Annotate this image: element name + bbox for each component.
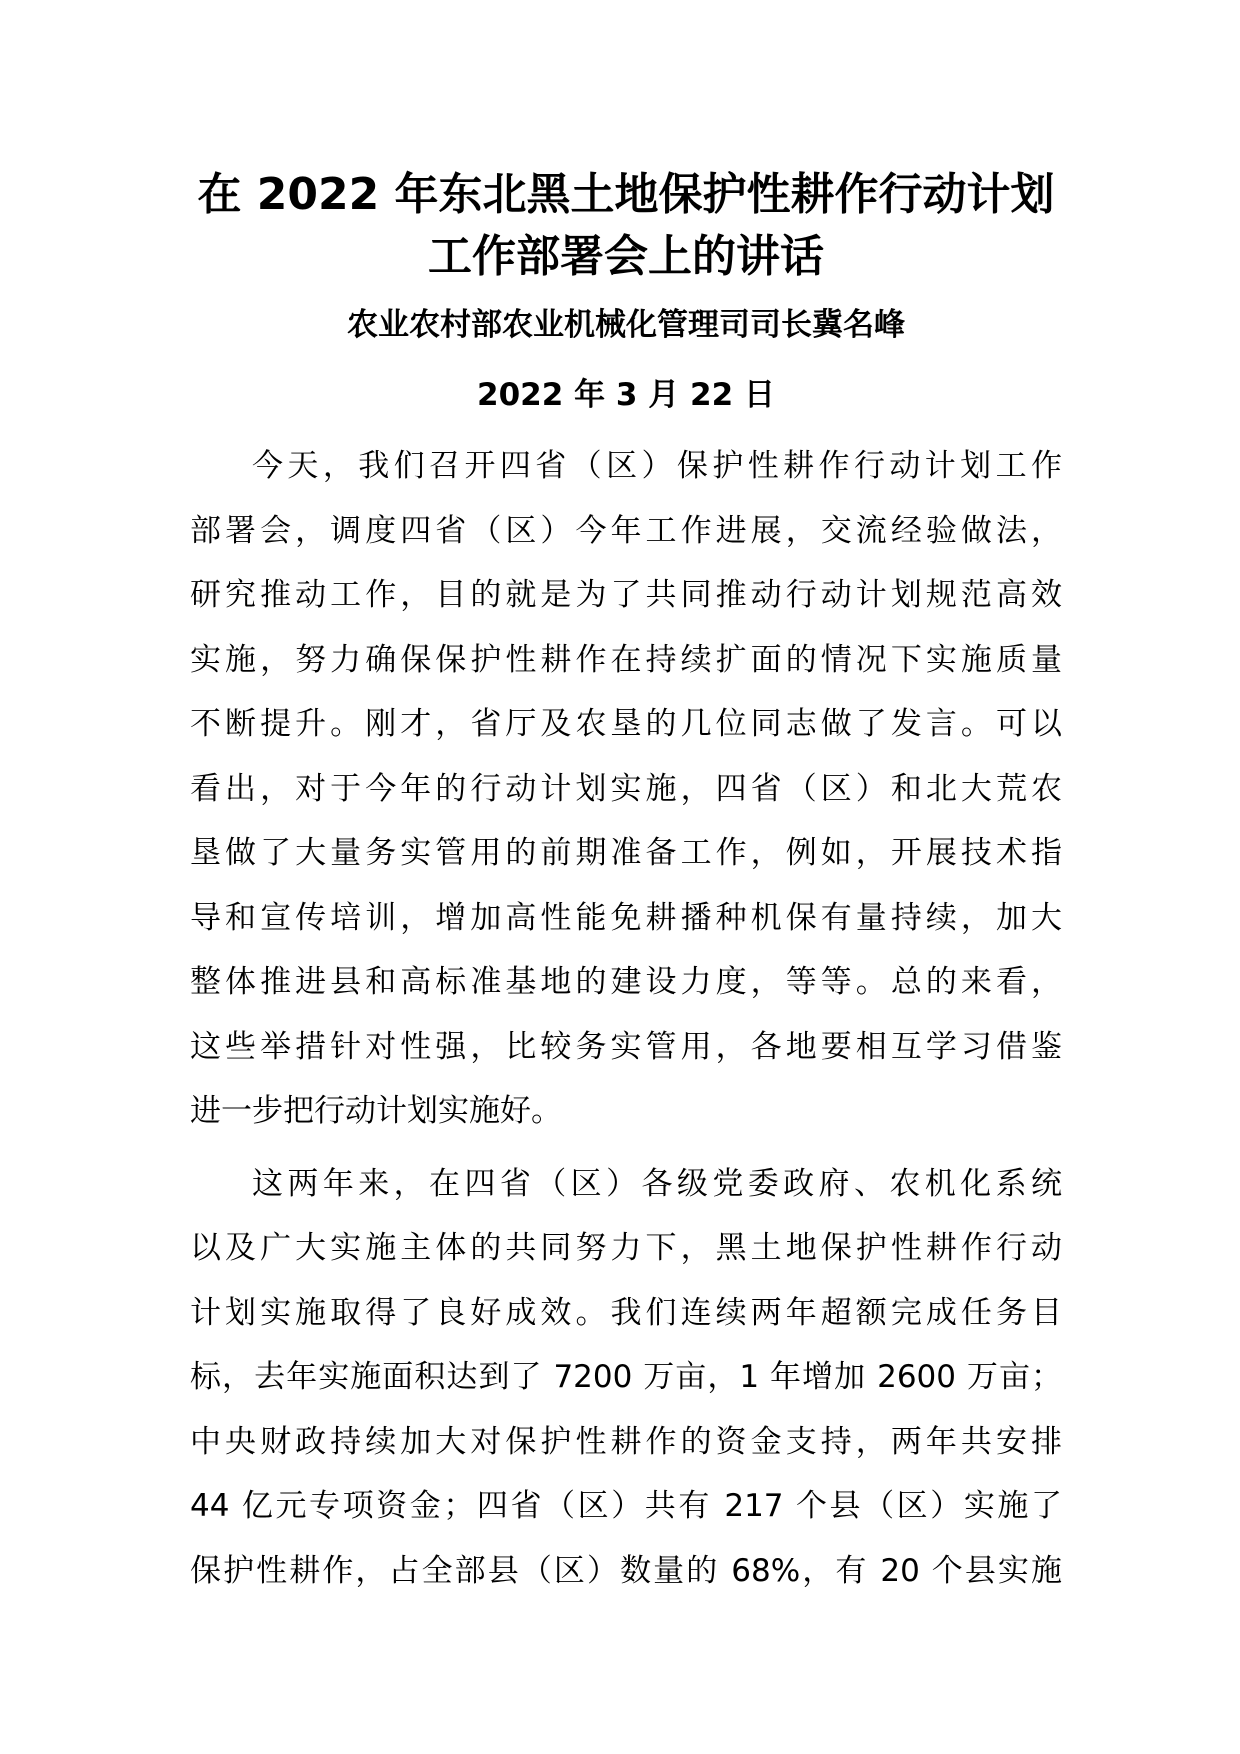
paragraph-line: 计划实施取得了良好成效。我们连续两年超额完成任务目 — [190, 1294, 1062, 1331]
paragraph-1 — [190, 434, 1062, 1144]
paragraph-line: 44 亿元专项资金；四省（区）共有 217 个县（区）实施了 — [190, 1488, 1062, 1524]
paragraph-2 — [190, 1152, 1062, 1604]
speech-date: 2022 年 3 月 22 日 — [477, 377, 775, 413]
paragraph-line: 标，去年实施面积达到了 7200 万亩，1 年增加 2600 万亩； — [190, 1359, 1062, 1395]
paragraph-line: 进一步把行动计划实施好。 — [190, 1093, 562, 1129]
paragraph-line: 中央财政持续加大对保护性耕作的资金支持，两年共安排 — [190, 1423, 1062, 1460]
speaker-byline: 农业农村部农业机械化管理司司长冀名峰 — [347, 307, 905, 343]
title-line-1: 在 2022 年东北黑土地保护性耕作行动计划 — [197, 169, 1055, 220]
paragraph-line: 整体推进县和高标准基地的建设力度，等等。总的来看， — [190, 964, 1062, 1000]
paragraph-line: 实施，努力确保保护性耕作在持续扩面的情况下实施质量 — [190, 641, 1062, 678]
paragraph-line: 今天，我们召开四省（区）保护性耕作行动计划工作 — [252, 448, 1062, 484]
document-title — [190, 164, 1062, 288]
paragraph-line: 导和宣传培训，增加高性能免耕播种机保有量持续，加大 — [190, 899, 1062, 936]
paragraph-line: 这两年来，在四省（区）各级党委政府、农机化系统 — [252, 1165, 1062, 1202]
paragraph-line: 不断提升。刚才，省厅及农垦的几位同志做了发言。可以 — [190, 706, 1062, 742]
paragraph-line: 这些举措针对性强，比较务实管用，各地要相互学习借鉴 — [190, 1028, 1062, 1065]
paragraph-line: 研究推动工作，目的就是为了共同推动行动计划规范高效 — [190, 577, 1062, 613]
document-page — [190, 164, 1062, 1611]
paragraph-line: 保护性耕作，占全部县（区）数量的 68%，有 20 个县实施 — [190, 1552, 1062, 1589]
paragraph-line: 垦做了大量务实管用的前期准备工作，例如，开展技术指 — [190, 835, 1062, 871]
document-body — [190, 434, 1062, 1603]
paragraph-line: 部署会，调度四省（区）今年工作进展，交流经验做法， — [190, 512, 1062, 549]
title-line-2: 工作部署会上的讲话 — [428, 231, 824, 282]
paragraph-line: 以及广大实施主体的共同努力下，黑土地保护性耕作行动 — [190, 1230, 1062, 1266]
paragraph-line: 看出，对于今年的行动计划实施，四省（区）和北大荒农 — [190, 770, 1062, 807]
